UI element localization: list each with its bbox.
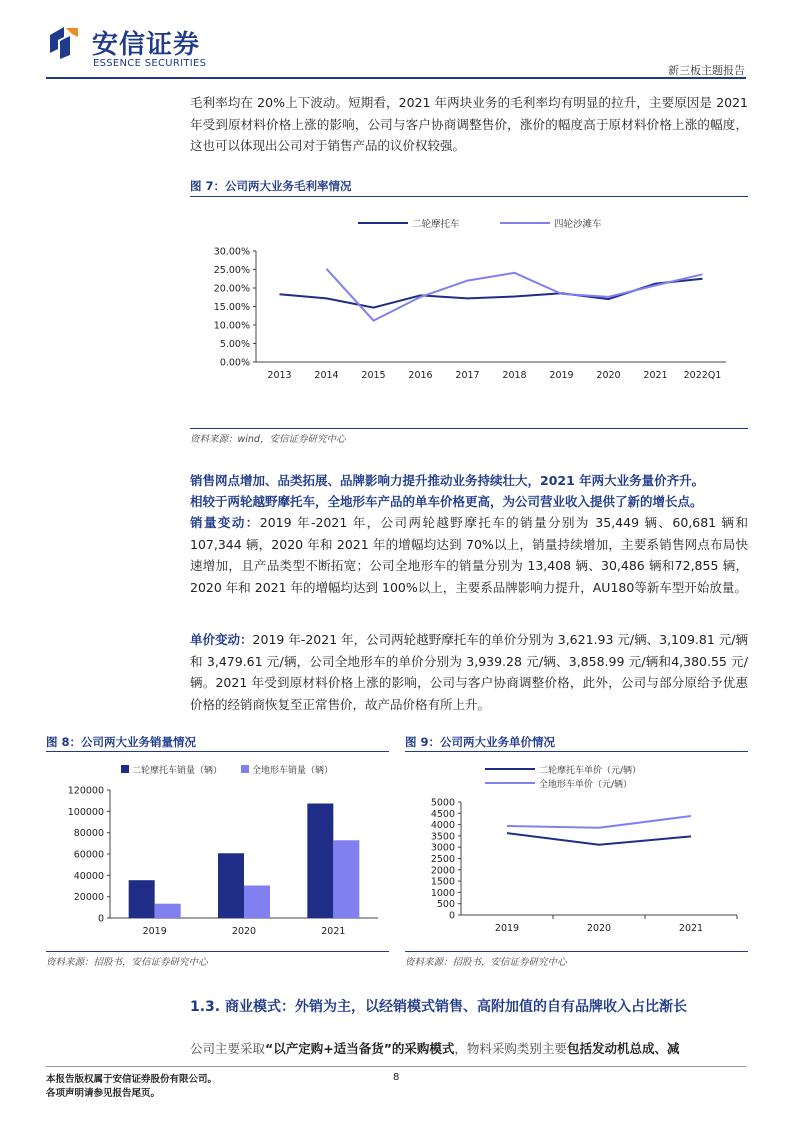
fig9-ytick-label: 1500 bbox=[430, 876, 455, 888]
fig8-ytick-label: 0 bbox=[97, 913, 104, 925]
fig7-xtick-label: 2022Q1 bbox=[683, 370, 722, 381]
fig8-ytick-label: 20000 bbox=[73, 892, 104, 904]
fig8-source: 资料来源：招股书，安信证券研究中心 bbox=[46, 957, 208, 968]
fig8-top-rule bbox=[46, 751, 389, 752]
fig7-bottom-rule bbox=[190, 428, 748, 429]
fig7-ytick-label: 25.00% bbox=[213, 265, 250, 276]
fig9-ytick-label: 500 bbox=[436, 899, 455, 911]
fig9-bottom-rule bbox=[405, 951, 748, 952]
fig8-chart bbox=[46, 755, 389, 947]
price-text: 2019 年-2021 年，公司两轮越野摩托车的单价分别为 3,621.93 元/辆、3,109.81 元/辆和 3,479.61 元/辆，公司全地形车的单价分别为 3,939.28 元/辆、3,858.99 元/辆和4,380.55 元/辆。2021 年受到原材料价格上涨的影响，公司与客户协商调整价格，此外，公司与部分原给予优惠价格的经销商恢复至正常售价，故产品价格有所上升。 bbox=[190, 632, 748, 712]
fig9-legend-label-s0: 二轮摩托车单价（元/辆） bbox=[539, 766, 642, 776]
fig9-title: 图 9：公司两大业务单价情况 bbox=[405, 735, 556, 749]
fig8-bar-s1 bbox=[244, 885, 270, 918]
fig9-xtick-label: 2020 bbox=[586, 923, 612, 934]
fig7-xtick-label: 2014 bbox=[314, 370, 339, 381]
brand-name-en: ESSENCE SECURITIES bbox=[93, 58, 207, 69]
fig9-ytick-label: 2500 bbox=[430, 854, 455, 865]
fig9-chart bbox=[405, 755, 748, 947]
footer-copyright: 本报告版权属于安信证券股份有限公司。 bbox=[46, 1074, 218, 1085]
header-divider bbox=[46, 77, 746, 79]
fig8-legend-label-s0: 二轮摩托车销量（辆） bbox=[132, 766, 223, 776]
fig8-ytick-label: 40000 bbox=[73, 870, 104, 882]
fig9-top-rule bbox=[405, 751, 748, 752]
fig8-legend-swatch-s0 bbox=[121, 765, 129, 773]
fig9-xtick-label: 2019 bbox=[494, 923, 520, 934]
fig7-xtick-label: 2021 bbox=[643, 370, 668, 381]
fig7-xtick-label: 2015 bbox=[361, 370, 386, 381]
fig7-ytick-label: 10.00% bbox=[213, 320, 250, 332]
volume-label: 销量变动： bbox=[190, 515, 260, 530]
fig8-bar-s0 bbox=[307, 803, 333, 918]
fig8-ytick-label: 80000 bbox=[73, 828, 104, 840]
highlight-line-1: 销售网点增加、品类拓展、品牌影响力提升推动业务持续壮大，2021 年两大业务量价齐升。 bbox=[190, 473, 705, 488]
last-text-2: ，物料采购类别主要 bbox=[454, 1041, 567, 1056]
fig9-xtick-label: 2021 bbox=[678, 923, 704, 934]
fig9-series-line-0 bbox=[507, 833, 691, 845]
fig8-legend-label-s1: 全地形车销量（辆） bbox=[252, 766, 334, 776]
fig7-xtick-label: 2020 bbox=[596, 370, 621, 381]
fig7-top-rule bbox=[190, 196, 748, 197]
fig8-xtick-label: 2021 bbox=[321, 926, 346, 937]
fig8-legend bbox=[121, 764, 333, 776]
footer-disclaimer: 各项声明请参见报告尾页。 bbox=[46, 1088, 161, 1099]
fig7-legend-label-s1: 四轮沙滩车 bbox=[554, 219, 602, 230]
fig7-ytick-label: 5.00% bbox=[219, 339, 250, 350]
fig7-series-line-0 bbox=[280, 279, 703, 308]
fig7-xtick-label: 2017 bbox=[455, 370, 480, 381]
fig7-series-line-1 bbox=[327, 269, 703, 321]
last-text-1: 公司主要采取 bbox=[190, 1041, 266, 1056]
fig7-xtick-label: 2013 bbox=[267, 370, 292, 381]
section-heading: 1.3. 商业模式：外销为主，以经销模式销售、高附加值的自有品牌收入占比渐长 bbox=[190, 999, 687, 1015]
footer-divider bbox=[46, 1066, 746, 1067]
fig8-title: 图 8：公司两大业务销量情况 bbox=[46, 735, 197, 749]
fig9-ytick-label: 3000 bbox=[430, 842, 455, 854]
fig9-ytick-label: 5000 bbox=[430, 797, 455, 809]
price-label: 单价变动： bbox=[190, 632, 253, 647]
fig9-ytick-label: 0 bbox=[448, 910, 455, 922]
fig9-source: 资料来源：招股书，安信证券研究中心 bbox=[405, 957, 567, 968]
fig7-ytick-label: 0.00% bbox=[219, 357, 250, 369]
fig8-bar-s0 bbox=[129, 880, 155, 918]
fig7-chart bbox=[190, 200, 748, 425]
fig8-bottom-rule bbox=[46, 951, 389, 952]
fig8-ytick-label: 60000 bbox=[73, 849, 104, 861]
fig7-source: 资料来源：wind，安信证券研究中心 bbox=[190, 434, 346, 445]
brand-name-cn: 安信证券 bbox=[92, 30, 201, 60]
fig9-ytick-label: 3500 bbox=[430, 831, 455, 843]
fig8-ytick-label: 120000 bbox=[67, 785, 104, 797]
fig7-legend-label-s0: 二轮摩托车 bbox=[412, 219, 460, 230]
fig9-legend bbox=[485, 764, 641, 790]
fig8-legend-swatch-s1 bbox=[241, 765, 249, 773]
fig7-title: 图 7：公司两大业务毛利率情况 bbox=[190, 179, 352, 193]
fig7-ytick-label: 15.00% bbox=[213, 302, 250, 313]
intro-paragraph: 毛利率均在 20%上下波动。短期看，2021 年两块业务的毛利率均有明显的拉升，主要原因是 2021 年受到原材料价格上涨的影响，公司与客户协商调整售价，涨价的幅度高于原材料价格上涨的幅度，这也可以体现出公司对于销售产品的议价权较强。 bbox=[190, 95, 748, 153]
fig8-xtick-label: 2020 bbox=[231, 926, 257, 937]
fig7-xtick-label: 2016 bbox=[408, 370, 433, 381]
fig7-xtick-label: 2018 bbox=[502, 370, 527, 381]
fig9-series-line-1 bbox=[507, 816, 691, 828]
volume-text: 2019 年-2021 年，公司两轮越野摩托车的销量分别为 35,449 辆、60,681 辆和107,344 辆，2020 年和 2021 年的增幅均达到 70%以上，销量持续增加，主要系销售网点布局快速增加，且产品类型不断拓宽；公司全地形车的销量分别为 13,408 辆、30,486 辆和72,855 辆，2020 年和 2021 年的增幅均达到 100%以上，主要系品牌影响力提升，AU180等新车型开始放量。 bbox=[190, 515, 748, 595]
fig7-ytick-label: 30.00% bbox=[213, 246, 250, 258]
fig9-ytick-label: 4500 bbox=[430, 808, 455, 820]
last-paragraph bbox=[190, 1038, 748, 1060]
fig9-legend-label-s1: 全地形车单价（元/辆） bbox=[539, 780, 633, 790]
fig8-xtick-label: 2019 bbox=[142, 926, 167, 937]
brand-logo-icon bbox=[46, 25, 82, 61]
fig9-ytick-label: 4000 bbox=[430, 820, 455, 832]
fig7-xtick-label: 2019 bbox=[549, 370, 574, 381]
highlight-line-2: 相较于两轮越野摩托车，全地形车产品的单车价格更高，为公司营业收入提供了新的增长点。 bbox=[190, 494, 703, 509]
fig7-ytick-label: 20.00% bbox=[213, 283, 250, 295]
fig7-legend bbox=[358, 218, 602, 230]
fig9-ytick-label: 1000 bbox=[430, 887, 455, 899]
fig9-ytick-label: 2000 bbox=[430, 865, 455, 877]
fig8-ytick-label: 100000 bbox=[67, 806, 104, 818]
price-paragraph bbox=[190, 629, 748, 715]
page-number: 8 bbox=[393, 1072, 400, 1083]
fig8-bar-s1 bbox=[155, 904, 181, 918]
fig8-bar-s0 bbox=[218, 853, 244, 918]
last-bold-2: 包括发动机总成、减 bbox=[566, 1041, 680, 1056]
volume-paragraph bbox=[190, 512, 748, 598]
last-bold-1: “以产定购+适当备货”的采购模式 bbox=[265, 1041, 455, 1056]
fig8-bar-s1 bbox=[333, 840, 359, 918]
report-type-label: 新三板主题报告 bbox=[668, 64, 745, 77]
